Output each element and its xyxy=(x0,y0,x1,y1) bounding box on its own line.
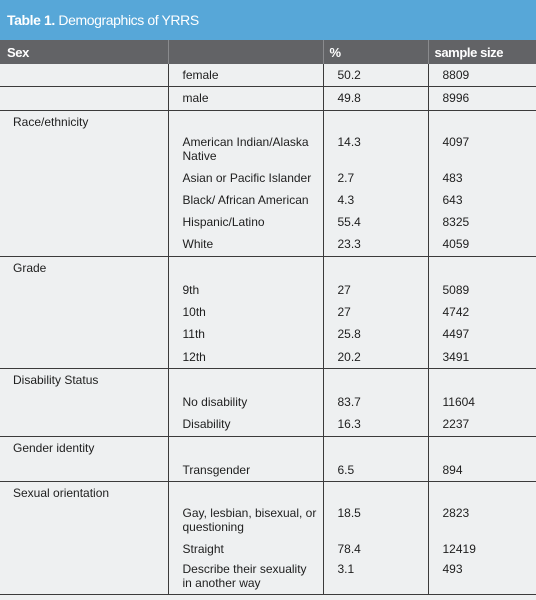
table-title xyxy=(0,0,536,40)
sample-size-value: 4097 xyxy=(442,134,470,149)
option-label-cell xyxy=(168,110,323,256)
sample-size-value: 2823 xyxy=(442,505,470,520)
spacer xyxy=(429,111,536,133)
option-label-cell xyxy=(168,64,323,87)
header-option xyxy=(168,40,323,64)
option-label: Black/ African American xyxy=(182,192,309,207)
category-label: Sexual orientation xyxy=(13,485,110,500)
option-label-cell xyxy=(168,87,323,110)
group-row-sex-1 xyxy=(0,87,536,110)
percent-value: 25.8 xyxy=(337,327,361,342)
option-label: 11th xyxy=(182,327,205,342)
option-label: Hispanic/Latino xyxy=(182,215,265,230)
option-label: Describe their sexuality in another way xyxy=(182,562,307,591)
option-label: 10th xyxy=(182,305,206,320)
category-label: Disability Status xyxy=(13,372,99,387)
sample-size-value: 493 xyxy=(442,562,463,577)
spacer xyxy=(324,482,428,504)
spacer xyxy=(169,111,323,133)
spacer xyxy=(169,369,323,391)
table-title-text: Demographics of YRRS xyxy=(54,12,199,28)
sample-size-value: 894 xyxy=(442,462,463,477)
percent-value-cell xyxy=(323,481,428,594)
group-row-sex-0 xyxy=(0,64,536,87)
percent-value: 50.2 xyxy=(337,68,361,82)
category-label: Gender identity xyxy=(13,440,95,455)
percent-value: 78.4 xyxy=(337,541,361,556)
sample-size-value-cell xyxy=(428,368,536,436)
spacer xyxy=(429,369,536,391)
category-cell xyxy=(0,368,168,436)
percent-value: 6.5 xyxy=(337,462,355,477)
category-cell xyxy=(0,87,168,110)
option-label: White xyxy=(182,237,214,252)
sample-size-value: 8809 xyxy=(442,68,470,82)
spacer xyxy=(324,111,428,133)
percent-value: 18.5 xyxy=(337,505,361,520)
spacer xyxy=(324,369,428,391)
spacer xyxy=(429,482,536,504)
percent-value-cell xyxy=(323,87,428,110)
spacer xyxy=(169,482,323,504)
table-title-number: Table 1. xyxy=(7,12,55,28)
header-sample-size: sample size xyxy=(428,40,536,64)
category-label: Race/ethnicity xyxy=(13,114,89,129)
percent-value-cell xyxy=(323,368,428,436)
percent-value: 83.7 xyxy=(337,394,361,409)
category-cell xyxy=(0,436,168,481)
header-percent: % xyxy=(323,40,428,64)
category-label xyxy=(0,64,168,68)
percent-value-cell xyxy=(323,256,428,368)
option-label-cell xyxy=(168,368,323,436)
group-row-gender-identity xyxy=(0,436,536,481)
category-label xyxy=(0,87,168,91)
sample-size-value: 5089 xyxy=(442,282,470,297)
option-label: Asian or Pacific Islander xyxy=(182,170,312,185)
option-label: Gay, lesbian, bisexual, or questioning xyxy=(182,505,317,534)
category-cell xyxy=(0,256,168,368)
option-label: American Indian/Alaska Native xyxy=(182,134,309,163)
percent-value-cell xyxy=(323,436,428,481)
option-label-cell xyxy=(168,481,323,594)
group-row-disability-status xyxy=(0,368,536,436)
category-cell xyxy=(0,64,168,87)
spacer xyxy=(169,257,323,279)
option-label: 12th xyxy=(182,349,206,364)
option-label: Transgender xyxy=(182,462,251,477)
sample-size-value-cell xyxy=(428,256,536,368)
option-label: female xyxy=(182,68,219,82)
percent-value-cell xyxy=(323,110,428,256)
sample-size-value-cell xyxy=(428,110,536,256)
sample-size-value: 4742 xyxy=(442,305,470,320)
percent-value: 23.3 xyxy=(337,237,361,252)
category-label: Grade xyxy=(13,260,47,275)
option-label: 9th xyxy=(182,282,200,297)
sample-size-value-cell xyxy=(428,87,536,110)
sample-size-value: 643 xyxy=(442,192,463,207)
percent-value: 14.3 xyxy=(337,134,361,149)
percent-value: 27 xyxy=(337,282,351,297)
percent-value: 20.2 xyxy=(337,349,361,364)
sample-size-value-cell xyxy=(428,64,536,87)
percent-value: 2.7 xyxy=(337,170,355,185)
sample-size-value: 4497 xyxy=(442,327,470,342)
group-row-sexual-orientation xyxy=(0,481,536,594)
percent-value: 55.4 xyxy=(337,215,361,230)
header-sex: Sex xyxy=(0,40,168,64)
option-label: Disability xyxy=(182,417,231,432)
sample-size-value-cell xyxy=(428,481,536,594)
category-cell xyxy=(0,110,168,256)
percent-value-cell xyxy=(323,64,428,87)
spacer xyxy=(324,437,428,459)
sample-size-value: 12419 xyxy=(442,541,476,556)
sample-size-value: 8325 xyxy=(442,215,470,230)
percent-value: 16.3 xyxy=(337,417,361,432)
sample-size-value: 2237 xyxy=(442,417,470,432)
sample-size-value: 8996 xyxy=(442,91,470,106)
percent-value: 49.8 xyxy=(337,91,361,106)
option-label: male xyxy=(182,91,209,106)
header-row xyxy=(0,40,536,64)
sample-size-value: 11604 xyxy=(442,394,475,409)
percent-value: 3.1 xyxy=(337,562,355,577)
spacer xyxy=(324,257,428,279)
sample-size-value-cell xyxy=(428,436,536,481)
option-label-cell xyxy=(168,436,323,481)
group-row-grade xyxy=(0,256,536,368)
sample-size-value: 3491 xyxy=(442,349,470,364)
spacer xyxy=(429,257,536,279)
percent-value: 4.3 xyxy=(337,192,355,207)
category-cell xyxy=(0,481,168,594)
spacer xyxy=(169,437,323,459)
option-label-cell xyxy=(168,256,323,368)
sample-size-value: 483 xyxy=(442,170,463,185)
group-row-race-ethnicity xyxy=(0,110,536,256)
percent-value: 27 xyxy=(337,305,351,320)
spacer xyxy=(429,437,536,459)
option-label: No disability xyxy=(182,394,248,409)
option-label: Straight xyxy=(182,541,224,556)
demographics-table xyxy=(0,40,536,595)
sample-size-value: 4059 xyxy=(442,237,470,252)
